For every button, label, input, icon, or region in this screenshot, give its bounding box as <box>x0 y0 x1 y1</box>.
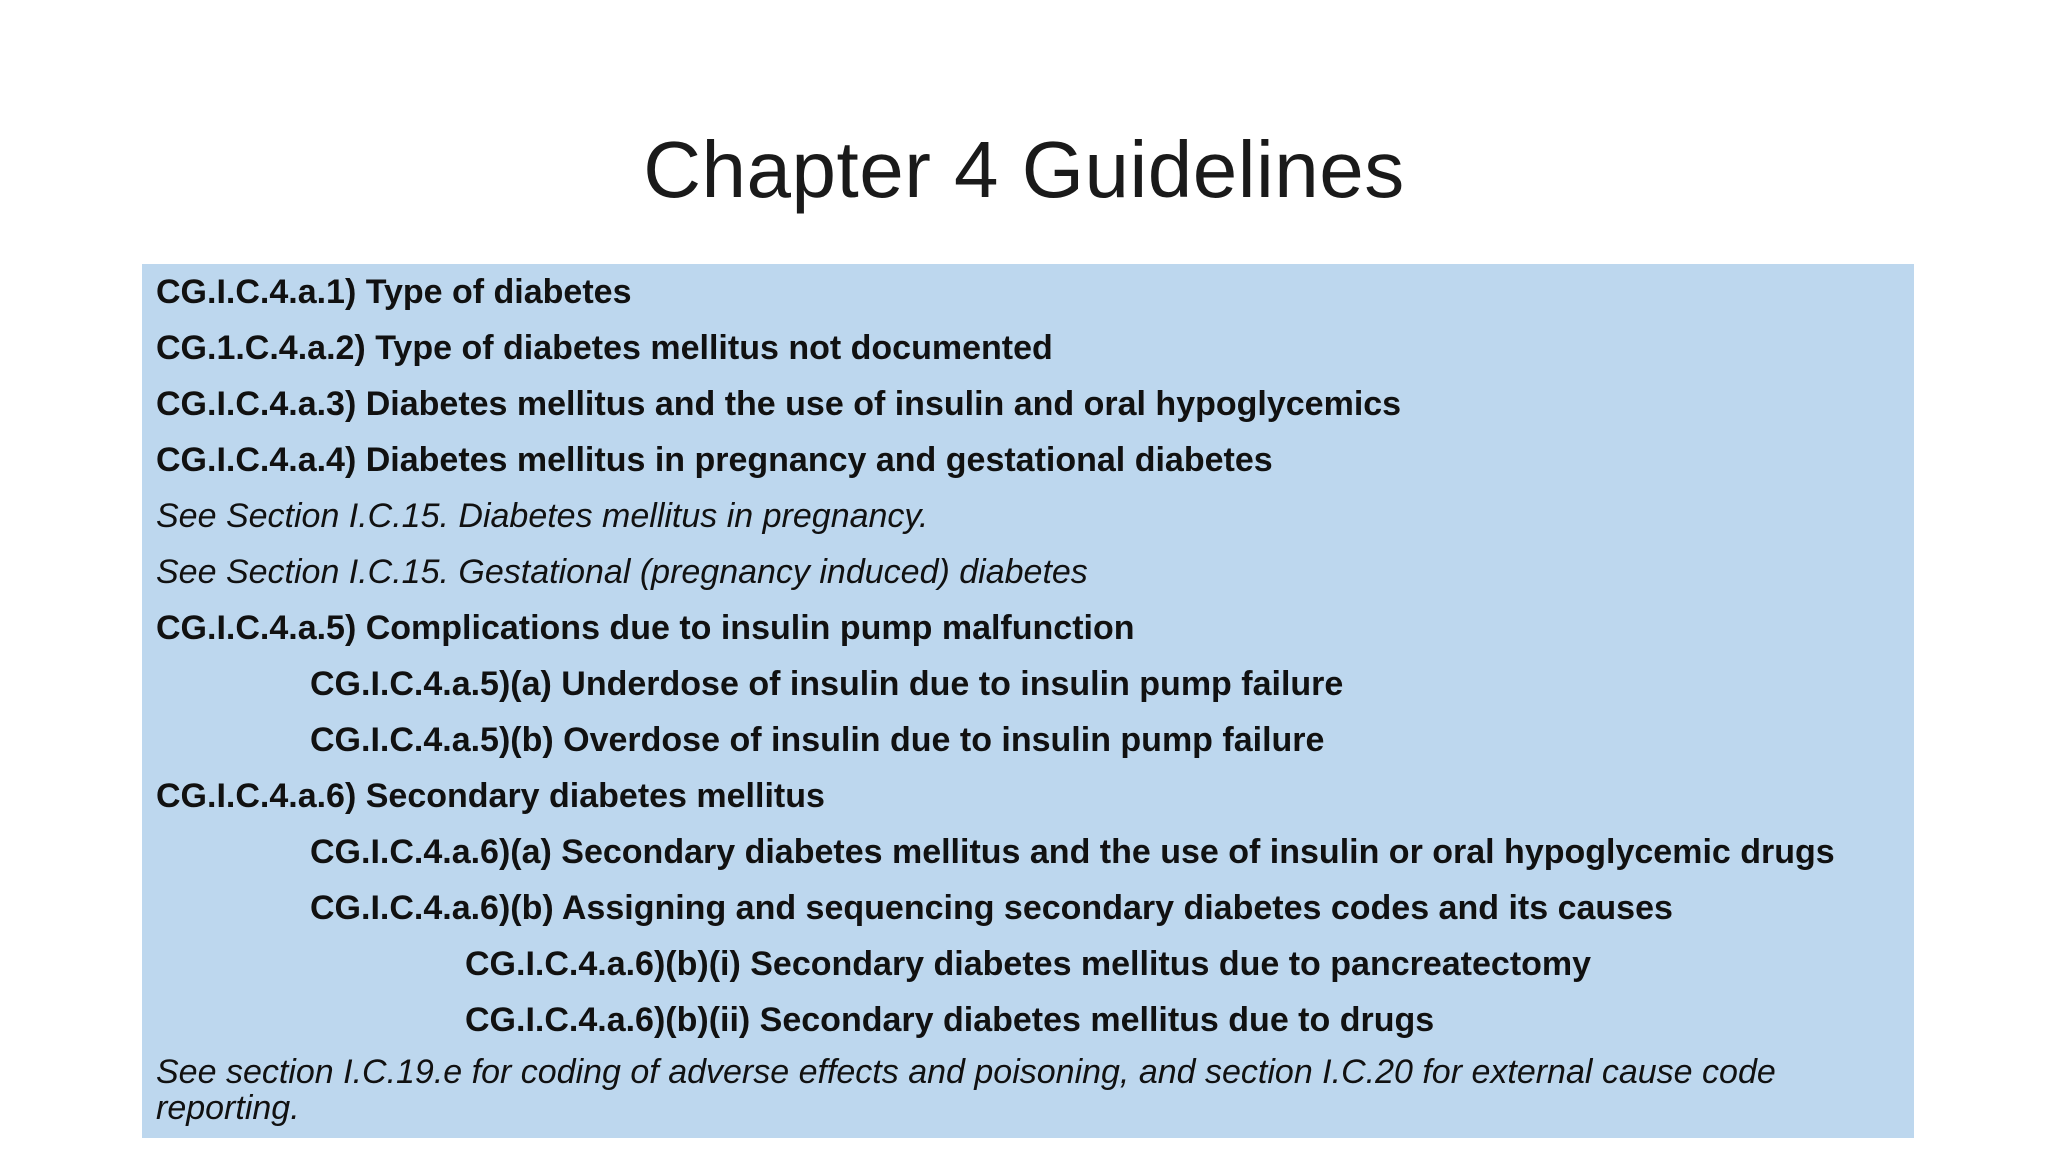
guidelines-content-box <box>142 264 1914 1138</box>
guideline-line: CG.1.C.4.a.2) Type of diabetes mellitus not documented <box>156 329 1053 367</box>
guideline-reference-line: See Section I.C.15. Diabetes mellitus in pregnancy. <box>156 497 929 535</box>
guideline-line: CG.I.C.4.a.3) Diabetes mellitus and the use of insulin and oral hypoglycemics <box>156 385 1402 423</box>
guideline-subline: CG.I.C.4.a.6)(a) Secondary diabetes mellitus and the use of insulin or oral hypoglycemic drugs <box>310 833 1835 871</box>
guideline-reference-line: See Section I.C.15. Gestational (pregnancy induced) diabetes <box>156 553 1088 591</box>
guideline-subline: CG.I.C.4.a.6)(b) Assigning and sequencing secondary diabetes codes and its causes <box>310 889 1673 927</box>
guideline-subline: CG.I.C.4.a.5)(a) Underdose of insulin due to insulin pump failure <box>310 665 1344 703</box>
guideline-subsubline: CG.I.C.4.a.6)(b)(i) Secondary diabetes mellitus due to pancreatectomy <box>465 945 1592 983</box>
guideline-subline: CG.I.C.4.a.5)(b) Overdose of insulin due to insulin pump failure <box>310 721 1325 759</box>
guideline-line: CG.I.C.4.a.4) Diabetes mellitus in pregnancy and gestational diabetes <box>156 441 1273 479</box>
guideline-line: CG.I.C.4.a.6) Secondary diabetes mellitus <box>156 777 825 815</box>
guideline-reference-note: See section I.C.19.e for coding of adverse effects and poisoning, and section I.C.20 for external cause code reporting. <box>156 1053 1776 1127</box>
slide-title: Chapter 4 Guidelines <box>643 125 1405 214</box>
guideline-line: CG.I.C.4.a.1) Type of diabetes <box>156 273 632 311</box>
guideline-subsubline: CG.I.C.4.a.6)(b)(ii) Secondary diabetes mellitus due to drugs <box>465 1001 1435 1039</box>
guideline-line: CG.I.C.4.a.5) Complications due to insulin pump malfunction <box>156 609 1135 647</box>
